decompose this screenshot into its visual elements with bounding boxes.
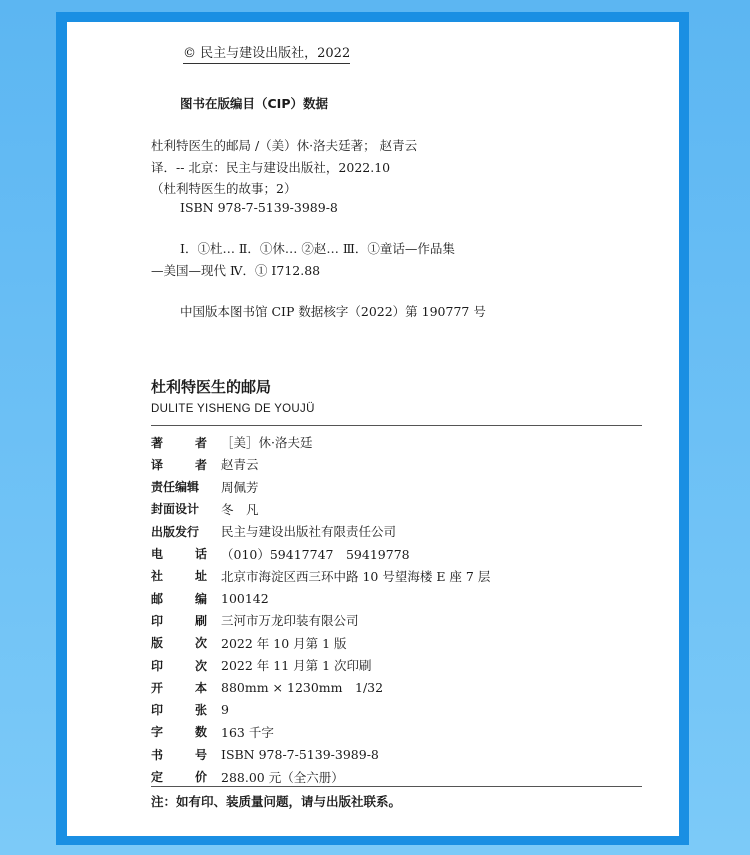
info-value: 赵青云: [221, 457, 259, 473]
info-value: 2022 年 11 月第 1 次印刷: [221, 658, 372, 673]
info-label-part: 书: [151, 747, 164, 762]
info-row: [151, 544, 410, 564]
copyright-page: [67, 22, 679, 836]
info-row: [151, 432, 312, 452]
info-label: [151, 723, 207, 740]
info-label: [151, 746, 207, 763]
info-label-part: 次: [194, 658, 207, 673]
info-label-part: 定: [151, 770, 164, 784]
info-value: 民主与建设出版社有限责任公司: [221, 524, 397, 540]
copyright-line: © 民主与建设出版社，2022: [183, 42, 350, 64]
info-label-part: 版: [151, 636, 164, 651]
info-label-part: 张: [194, 703, 207, 718]
info-value: 163 千字: [221, 724, 274, 740]
info-label: [151, 478, 207, 495]
info-label-part: 责任编辑: [151, 480, 200, 495]
info-label-part: 本: [194, 680, 207, 695]
info-label-part: 出版发行: [151, 524, 200, 539]
info-label: [151, 456, 207, 473]
info-label: [151, 590, 207, 607]
info-row: [151, 566, 490, 586]
info-row: [151, 722, 274, 742]
cip-library-number: 中国版本图书馆 CIP 数据核字（2022）第 190777 号: [180, 304, 486, 319]
book-title: 杜利特医生的邮局: [151, 378, 272, 396]
info-value: 冬 凡: [221, 501, 259, 517]
info-row: [151, 744, 379, 764]
cip-classification-line-2: —美国—现代 Ⅳ．① I712.88: [151, 263, 321, 278]
info-row: [151, 700, 229, 720]
info-label-part: 号: [194, 747, 207, 762]
cip-classification-line-1: Ⅰ．①杜… Ⅱ．①休… ②赵… Ⅲ．①童话—作品集: [180, 241, 455, 256]
info-label: [151, 500, 207, 517]
info-label-part: 刷: [194, 613, 207, 628]
info-value: ISBN 978-7-5139-3989-8: [221, 746, 379, 762]
info-value: 北京市海淀区西三环中路 10 号望海楼 E 座 7 层: [221, 568, 491, 584]
info-row: [151, 767, 344, 787]
info-label-part: 开: [151, 680, 164, 695]
info-row: [151, 633, 347, 653]
info-label-part: 著: [151, 435, 164, 450]
cip-heading: 图书在版编目（CIP）数据: [180, 96, 328, 111]
info-label-part: 字: [151, 725, 164, 740]
cip-entry-line-3: （杜利特医生的故事；2）: [151, 181, 297, 196]
info-row: [151, 588, 269, 608]
info-label: [151, 612, 207, 629]
info-label-part: 次: [194, 636, 207, 651]
info-label-part: 印: [151, 703, 164, 718]
info-label: [151, 567, 207, 584]
cip-entry-line-2: 译．-- 北京：民主与建设出版社，2022.10: [151, 160, 391, 175]
cip-entry-line-1: 杜利特医生的邮局 /（美）休·洛夫廷著； 赵青云: [151, 138, 418, 153]
info-row: [151, 610, 359, 630]
info-label-part: 邮: [151, 591, 164, 606]
info-row: [151, 677, 383, 697]
info-label-part: 址: [194, 569, 207, 584]
info-label-part: 编: [194, 591, 207, 606]
info-label-part: 价: [194, 770, 207, 784]
info-label-part: 者: [194, 435, 207, 450]
info-label-part: 话: [194, 547, 207, 561]
info-value: 周佩芳: [221, 479, 259, 495]
info-label-part: 数: [194, 725, 207, 740]
book-title-pinyin: DULITE YISHENG DE YOUJÜ: [151, 403, 315, 415]
info-value: 2022 年 10 月第 1 版: [221, 635, 347, 651]
info-label: [151, 434, 207, 451]
quality-note: 注：如有印、装质量问题，请与出版社联系。: [151, 794, 402, 809]
info-label: [151, 657, 207, 674]
info-row: [151, 655, 372, 675]
info-row: [151, 521, 396, 541]
info-row: [151, 454, 259, 474]
info-row: [151, 477, 259, 497]
info-value: （010）59417747 59419778: [221, 546, 410, 562]
info-value: 288.00 元（全六册）: [221, 769, 344, 785]
info-label-part: 社: [151, 569, 164, 584]
info-label-part: 印: [151, 658, 164, 673]
bottom-divider: [151, 786, 642, 787]
info-label-part: 封面设计: [151, 502, 200, 517]
info-label: [151, 679, 207, 696]
info-label: [151, 701, 207, 718]
info-label-part: 者: [194, 457, 207, 472]
info-label: [151, 768, 207, 785]
info-label-part: 印: [151, 613, 164, 628]
info-label: [151, 545, 207, 562]
cip-isbn-line: ISBN 978-7-5139-3989-8: [180, 200, 338, 215]
info-value: 9: [221, 702, 229, 718]
info-label: [151, 523, 207, 540]
info-row: [151, 499, 259, 519]
info-value: ［美］休·洛夫廷: [221, 435, 313, 450]
info-label-part: 译: [151, 457, 164, 472]
top-divider: [151, 425, 642, 426]
info-value: 三河市万龙印装有限公司: [221, 613, 359, 629]
info-label-part: 电: [151, 547, 164, 561]
info-label: [151, 634, 207, 651]
info-value: 100142: [221, 590, 269, 606]
info-value: 880mm × 1230mm 1/32: [221, 680, 384, 696]
